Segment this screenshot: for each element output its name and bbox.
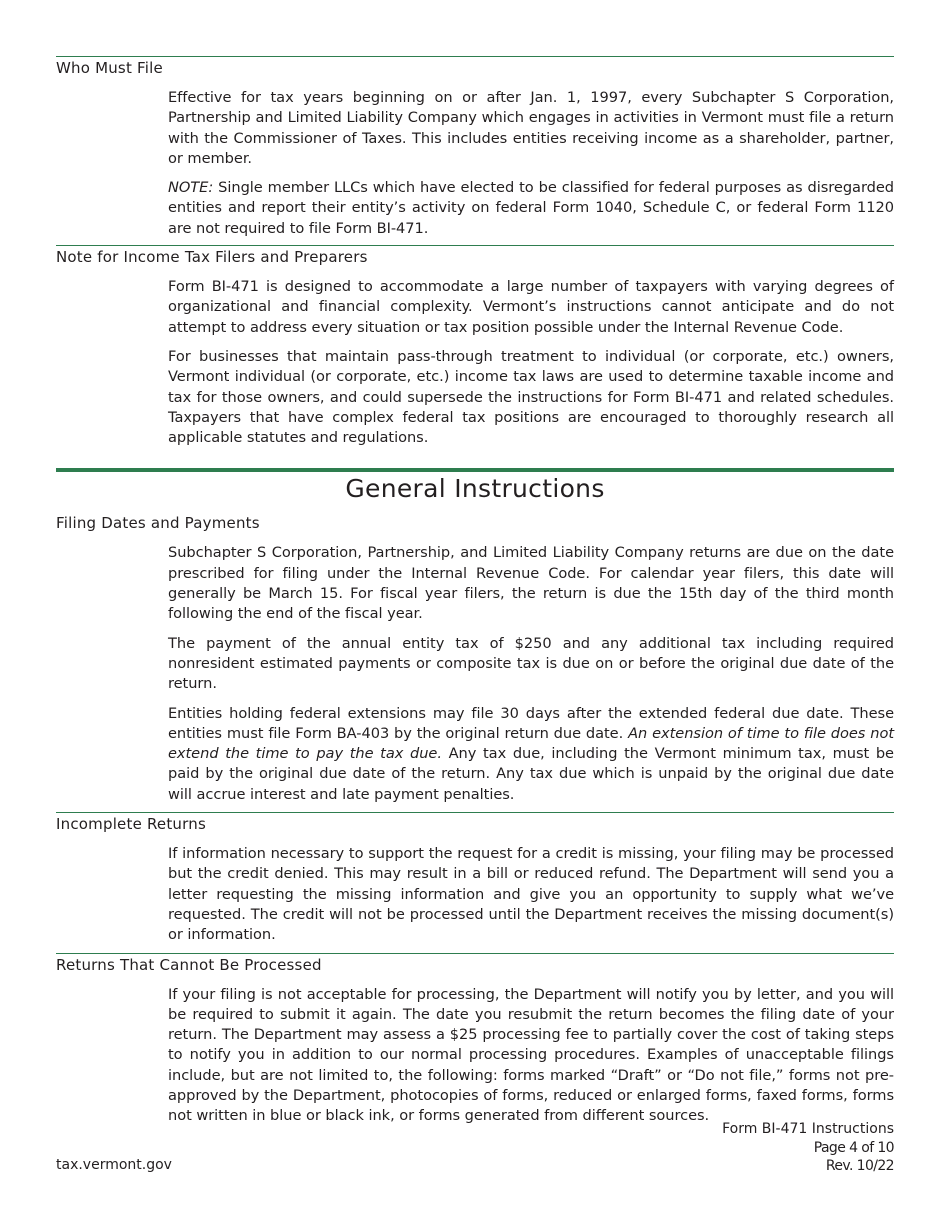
paragraph: If information necessary to support the request for a credit is missing, your filing may be processed but the credit denied. This may result in a bill or reduced refund. The Department will send you a letter requesting the missing information and give you an opportunity to supply what we’ve requested. The credit will not be processed until the Department receives the missing document(s) or information. [168,845,894,944]
extension-emphasis: An extension of time to file does not extend the time to pay the tax due. [168,724,894,763]
section-filing-dates [56,512,894,805]
paragraph: Form BI-471 is designed to accommodate a large number of taxpayers with varying degrees of organizational and financial complexity. Vermont’s instructions cannot anticipate and do not attempt to address every situation or tax position possible under the Internal Revenue Code. [168,278,894,336]
footer-revision: Rev. 10/22 [825,1158,894,1174]
paragraph: For businesses that maintain pass-through treatment to individual (or corporate, etc.) owners, Vermont individual (or corporate, etc.) income tax laws are used to determine taxable income and tax for those owners, and could supersede the instructions for Form BI-471 and related schedules. Taxpayers that have complex federal tax positions are encouraged to thoroughly research all applicable statutes and regulations. [168,347,894,447]
footer-form-name: Form BI-471 Instructions [722,1121,894,1137]
note-label: NOTE: [168,179,214,197]
section-title-note-filers: Note for Income Tax Filers and Preparers [56,248,368,267]
note-text: Single member LLCs which have elected to be classified for federal purposes as disregarded entities and report their entity’s activity on federal Form 1040, Schedule C, or federal Form 1120 are not required to file Form BI-471. [168,179,894,237]
footer-form-info [722,1120,894,1176]
extension-text: Entities holding federal extensions may file 30 days after the extended federal due date. These entities must file Form BA-403 by the original return due date. [168,704,894,742]
section-who-must-file [56,56,894,239]
section-note-filers [56,245,894,448]
footer-website: tax.vermont.gov [56,1157,172,1173]
note-paragraph [168,178,894,239]
paragraph: The payment of the annual entity tax of $250 and any additional tax including required nonresident estimated payments or composite tax is due on or before the original due date of the return. [168,634,894,693]
section-cannot-process [56,953,894,1127]
footer-page-number: Page 4 of 10 [813,1139,894,1156]
section-title-filing-dates: Filing Dates and Payments [56,514,260,533]
paragraph: Subchapter S Corporation, Partnership, and Limited Liability Company returns are due on the date prescribed for filing under the Internal Revenue Code. For calendar year filers, this date will generally be March 15. For fiscal year filers, the return is due the 15th day of the third month following the end of the fiscal year. [168,544,894,623]
section-general-instructions [56,468,894,506]
paragraph: If your filing is not acceptable for processing, the Department will notify you by letter, and you will be required to submit it again. The date you resubmit the return becomes the filing date of your return. The Department may assess a $25 processing fee to partially cover the cost of taking steps to notify you in addition to our normal processing procedures. Examples of unacceptable filings include, but are not limited to, the following: forms marked “Draft” or “Do not file,” forms not pre-approved by the Department, photocopies of forms, reduced or enlarged forms, faxed forms, forms not written in blue or black ink, or forms generated from different sources. [168,985,894,1125]
extension-text-end: Any tax due, including the Vermont minimum tax, must be paid by the original due date of the return. Any tax due which is unpaid by the original due date will accrue interest and late payment penalties. [168,745,894,803]
paragraph: Effective for tax years beginning on or after Jan. 1, 1997, every Subchapter S Corporation, Partnership and Limited Liability Company which engages in activities in Vermont must file a return with the Commissioner of Taxes. This includes entities receiving income as a shareholder, partner, or member. [168,89,894,167]
section-title-who-must-file: Who Must File [56,59,163,77]
general-instructions-title: General Instructions [345,474,605,504]
paragraph [168,704,894,805]
section-title-cannot-process: Returns That Cannot Be Processed [56,955,322,974]
document-page [56,0,894,1127]
section-title-incomplete-returns: Incomplete Returns [56,815,206,834]
section-incomplete-returns [56,812,894,945]
